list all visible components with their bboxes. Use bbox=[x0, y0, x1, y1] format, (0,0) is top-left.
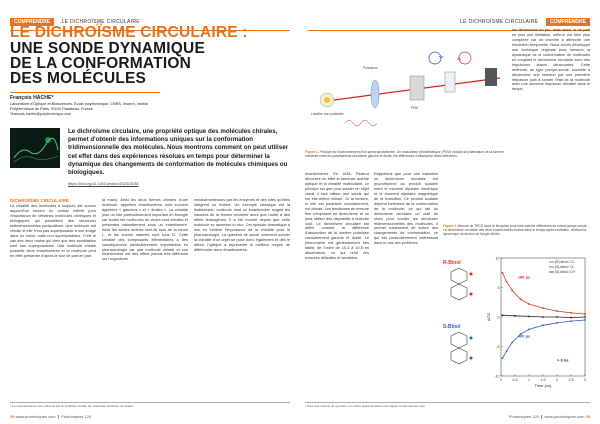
fluorescence-image bbox=[10, 128, 60, 168]
data-point bbox=[502, 314, 504, 316]
author-photo bbox=[10, 128, 60, 168]
affiliation: Laboratoire d'Optique et Biosciences, École polytechnique, CNRS, Inserm, Institut Polytechnique de Paris, 91120 Palaiseau, France bbox=[10, 102, 148, 111]
column-1 bbox=[10, 198, 96, 258]
time-annotation: 400 ps bbox=[517, 333, 531, 339]
s-binol-label: S-Binol bbox=[443, 324, 461, 330]
y-tick-label: -10 bbox=[494, 374, 500, 379]
label-unpolarized: Lumière non polarisée bbox=[311, 112, 344, 116]
section-title-dichroism: DICHROÏSME CIRCULAIRE bbox=[10, 198, 69, 203]
detector-icon bbox=[485, 68, 497, 86]
legend-label: (R)-binol / Cl- bbox=[555, 260, 575, 265]
x-tick-label: 2.5 bbox=[568, 378, 574, 382]
running-title-right: LE DICHROÏSME CIRCULAIRE bbox=[460, 19, 539, 25]
data-point bbox=[556, 310, 558, 312]
section-tag: COMPRENDRE bbox=[10, 18, 54, 26]
column-5 bbox=[374, 172, 438, 246]
column-3 bbox=[194, 198, 290, 252]
time-annotation: > 3 ns bbox=[557, 357, 569, 363]
spectropolarimeter-diagram bbox=[305, 28, 505, 150]
col5-text: Rappelons que pour une transition un dichroïsme circulaire est proportionnel au produit scalaire entre le moment dipolaire électrique et le moment dipolaire magnétique de la transition. Ce produit scalaire dépend fortement de la conformation de la molécule, ce qui fait du dichroïsme circulaire un outil de choix pour sonder les structures tridimensionnelles des molécules. Il permet notamment de suivre des changements de conformation, ce qui est particulièrement intéressant dans le cas des protéines. bbox=[374, 172, 438, 246]
col1-text: La chiralité des molécules a toujours été source aujourd'hui encore un certain intérêt pour l'importance de certaines molécules chimiques et biologiques qui possèdent des structures tridimensionnelles particulières. Une molécule est chirale si elle n'est pas superposable à son image dans un miroir, mais non superposables. C'est le cas des deux mains qui bien que très semblables sont non superposables. Une molécule chirale possède deux énantiomères et la molécule peut en effet présenter d'après le tout de part en part. bbox=[10, 204, 96, 258]
author-name: François HACHE* bbox=[10, 92, 160, 101]
trcd-chart bbox=[485, 252, 590, 400]
label-pem: PEM bbox=[411, 106, 419, 110]
data-point bbox=[584, 319, 586, 321]
col2-text: la main). Ainsi les deux formes chirales d'une molécule, appelées énantiomères, sont souvent appelées « gauches » et « droites ». La chiralité joue un rôle particulièrement important en biologie car toutes les molécules du vivant sont chirales et présentes naturellement sous un énantiomère. Ainsi les acides aminés sont-ils tous de la forme L, et les sucres naturels sont tous D. Cette chiralité des composants élémentaires a des conséquences particulièrement importantes en pharmacologie car une molécule chirale et son énantiomère ont des effets parfois très différents sur l'organisme. bbox=[102, 198, 188, 262]
data-point bbox=[511, 341, 513, 343]
x-tick-label: 0.5 bbox=[512, 378, 518, 382]
col6-text: les dimensions en jeu, mais alors, si on part en plus une limitation, celle-ci est bien plus complexe car on cherche à atteindre une résolution temporelle. Nous avons développé une technique originale pour mesurer la dynamique de la conformation de molécules en couplant le dichroïsme circulaire avec des impulsions lasers ultracourtes. Cette méthode, de type pompe-sonde, consiste à déclencher une réaction par une première impulsion puis à sonder l'état de la molécule avec une seconde impulsion décalée dans le temps. bbox=[512, 28, 590, 92]
data-point bbox=[506, 350, 508, 352]
abstract: Le dichroïsme circulaire, une propriété optique des molécules chirales, permet d'obtenir des informations uniques sur la conformation tridimensionnelle des molécules. Nous montrons comment on peut utiliser cet effet dans des expériences résolues en temps pour déterminer la dynamique des changements de conformation de molécules chimiques ou biologiques. bbox=[68, 128, 289, 177]
footnote-left: ¹ Les énantiomères sont obtenus par la synthèse chirale de molécules achirales de départ. bbox=[10, 404, 134, 408]
r-binol-molecule bbox=[443, 268, 483, 304]
column-6 bbox=[512, 28, 590, 92]
data-point bbox=[528, 316, 530, 318]
figure-1 bbox=[305, 28, 505, 150]
x-tick-label: 1.5 bbox=[540, 378, 546, 382]
r-binol-label: R-Binol bbox=[443, 260, 461, 266]
y-tick-label: -5 bbox=[496, 344, 500, 349]
label-polarizer: Polariseur bbox=[363, 66, 378, 70]
sample-cell-icon bbox=[445, 72, 455, 92]
data-point bbox=[570, 320, 572, 322]
data-point bbox=[542, 324, 544, 326]
data-point bbox=[570, 317, 572, 319]
data-point bbox=[556, 322, 558, 324]
data-point bbox=[502, 272, 504, 274]
legend-label: (S)-binol / Cl+ bbox=[555, 270, 576, 275]
x-tick-label: 3 bbox=[584, 378, 586, 382]
data-point bbox=[506, 281, 508, 283]
pem-icon bbox=[410, 76, 424, 100]
data-point bbox=[556, 316, 558, 318]
data-point bbox=[520, 298, 522, 300]
figure-1-caption: Figure 1. Principe du fonctionnement d'un spectropolarimètre. Un modulateur photoélastique (PEM) module la polarisation de la lumière incidente entre les polarisations circulaires gauche et droite, les différences d'absorption étant détectées. bbox=[305, 150, 504, 159]
data-point bbox=[542, 307, 544, 309]
time-annotation: 180 ps bbox=[517, 274, 531, 280]
data-point bbox=[514, 315, 516, 317]
section-tag-right: COMPRENDRE bbox=[546, 18, 590, 26]
y-tick-label: 5 bbox=[497, 285, 500, 290]
data-point bbox=[528, 328, 530, 330]
y-tick-label: 10 bbox=[495, 256, 500, 261]
data-point bbox=[570, 312, 572, 314]
running-title: LE DICHROÏSME CIRCULAIRE bbox=[61, 19, 140, 25]
s-binol-molecule bbox=[443, 332, 483, 368]
doi-link[interactable]: https://doi.org/10.1051/photon/202323038 bbox=[68, 182, 139, 186]
x-tick-label: 2 bbox=[556, 378, 558, 382]
y-tick-label: 0 bbox=[497, 315, 500, 320]
article-title: LE DICHROÏSME CIRCULAIRE : UNE SONDE DYNAMIQUE DE LA CONFORMATION DES MOLÉCULES bbox=[10, 24, 248, 87]
figure-2-caption: Figure 2. Mesure de TRCD dans le binaphtol pour trois valeurs différentes du retard pompe-sonde. Le dichroïsme circulaire des deux énantiomères évolue dans le temps après excitation, révélant la dynamique de torsion de l'angle dièdre. bbox=[443, 224, 588, 237]
data-point bbox=[584, 313, 586, 315]
footnote-right: ² Pour des raisons de symétrie, les effets quadrupolaires électriques n'interviennent pas. bbox=[305, 404, 426, 408]
figure-2 bbox=[443, 252, 590, 400]
folio-right: Photoniques 120 ❙ www.photoniques.com 39 bbox=[508, 414, 590, 419]
data-point bbox=[502, 357, 504, 359]
x-tick-label: 1 bbox=[528, 378, 530, 382]
author-block bbox=[10, 92, 160, 117]
legend-label: (S)-binol / Cl- bbox=[555, 265, 575, 270]
y-axis-label: ΔCD bbox=[486, 312, 491, 322]
data-point bbox=[528, 303, 530, 305]
x-tick-label: 0 bbox=[500, 378, 502, 382]
data-point bbox=[584, 316, 586, 318]
col4-text: énantiomères. En 1848, Pasteur découvre en effet la fameuse activité optique et la chiralité moléculaire. Le principe est que pour sonder un objet chiral, il faut utiliser une sonde qui est elle-même chirale. Or la lumière, si elle est polarisée circulairement, est chirale. Les tendances de mesure fine s'imposent en dichroïsme et on peut utiliser des dispositifs à moindre coût. Le dichroïsme circulaire est défini comme la différence d'absorption de la lumière polarisée circulairement gauche et droite. Le phénomène est généralement très faible, de l'ordre de 10-3 à 10-5 en absorbance, ce qui rend ces mesures délicates et sensibles. bbox=[305, 172, 369, 261]
data-point bbox=[542, 316, 544, 318]
x-axis-label: Time (ns) bbox=[534, 383, 552, 388]
column-2 bbox=[102, 198, 188, 262]
data-point bbox=[511, 290, 513, 292]
polarizer-icon bbox=[371, 80, 379, 108]
folio-left: 38 www.photoniques.com ❙ Photoniques 120 bbox=[10, 414, 92, 419]
author-email: *francois.hache@polytechnique.edu bbox=[10, 112, 71, 116]
col3-text: médicamenteuses par les enzymes et des sites qu'elles intègrent ou évitent. Un exemple classique est la thalidomide, molécule dont un énantiomère soigne les nausées de la femme enceinte alors que l'autre a des effets tératogènes. Il a été montré depuis que cette molécule se racémise in vivo. Cet épisode dramatique a mis en lumière l'importance de la chiralité pour la pharmacologie. La question de savoir comment sonder la chiralité d'un objet se pose donc également et dès le début, l'optique a représenté le meilleur moyen de différencier deux énantiomères. bbox=[194, 198, 290, 252]
column-4 bbox=[305, 172, 369, 261]
